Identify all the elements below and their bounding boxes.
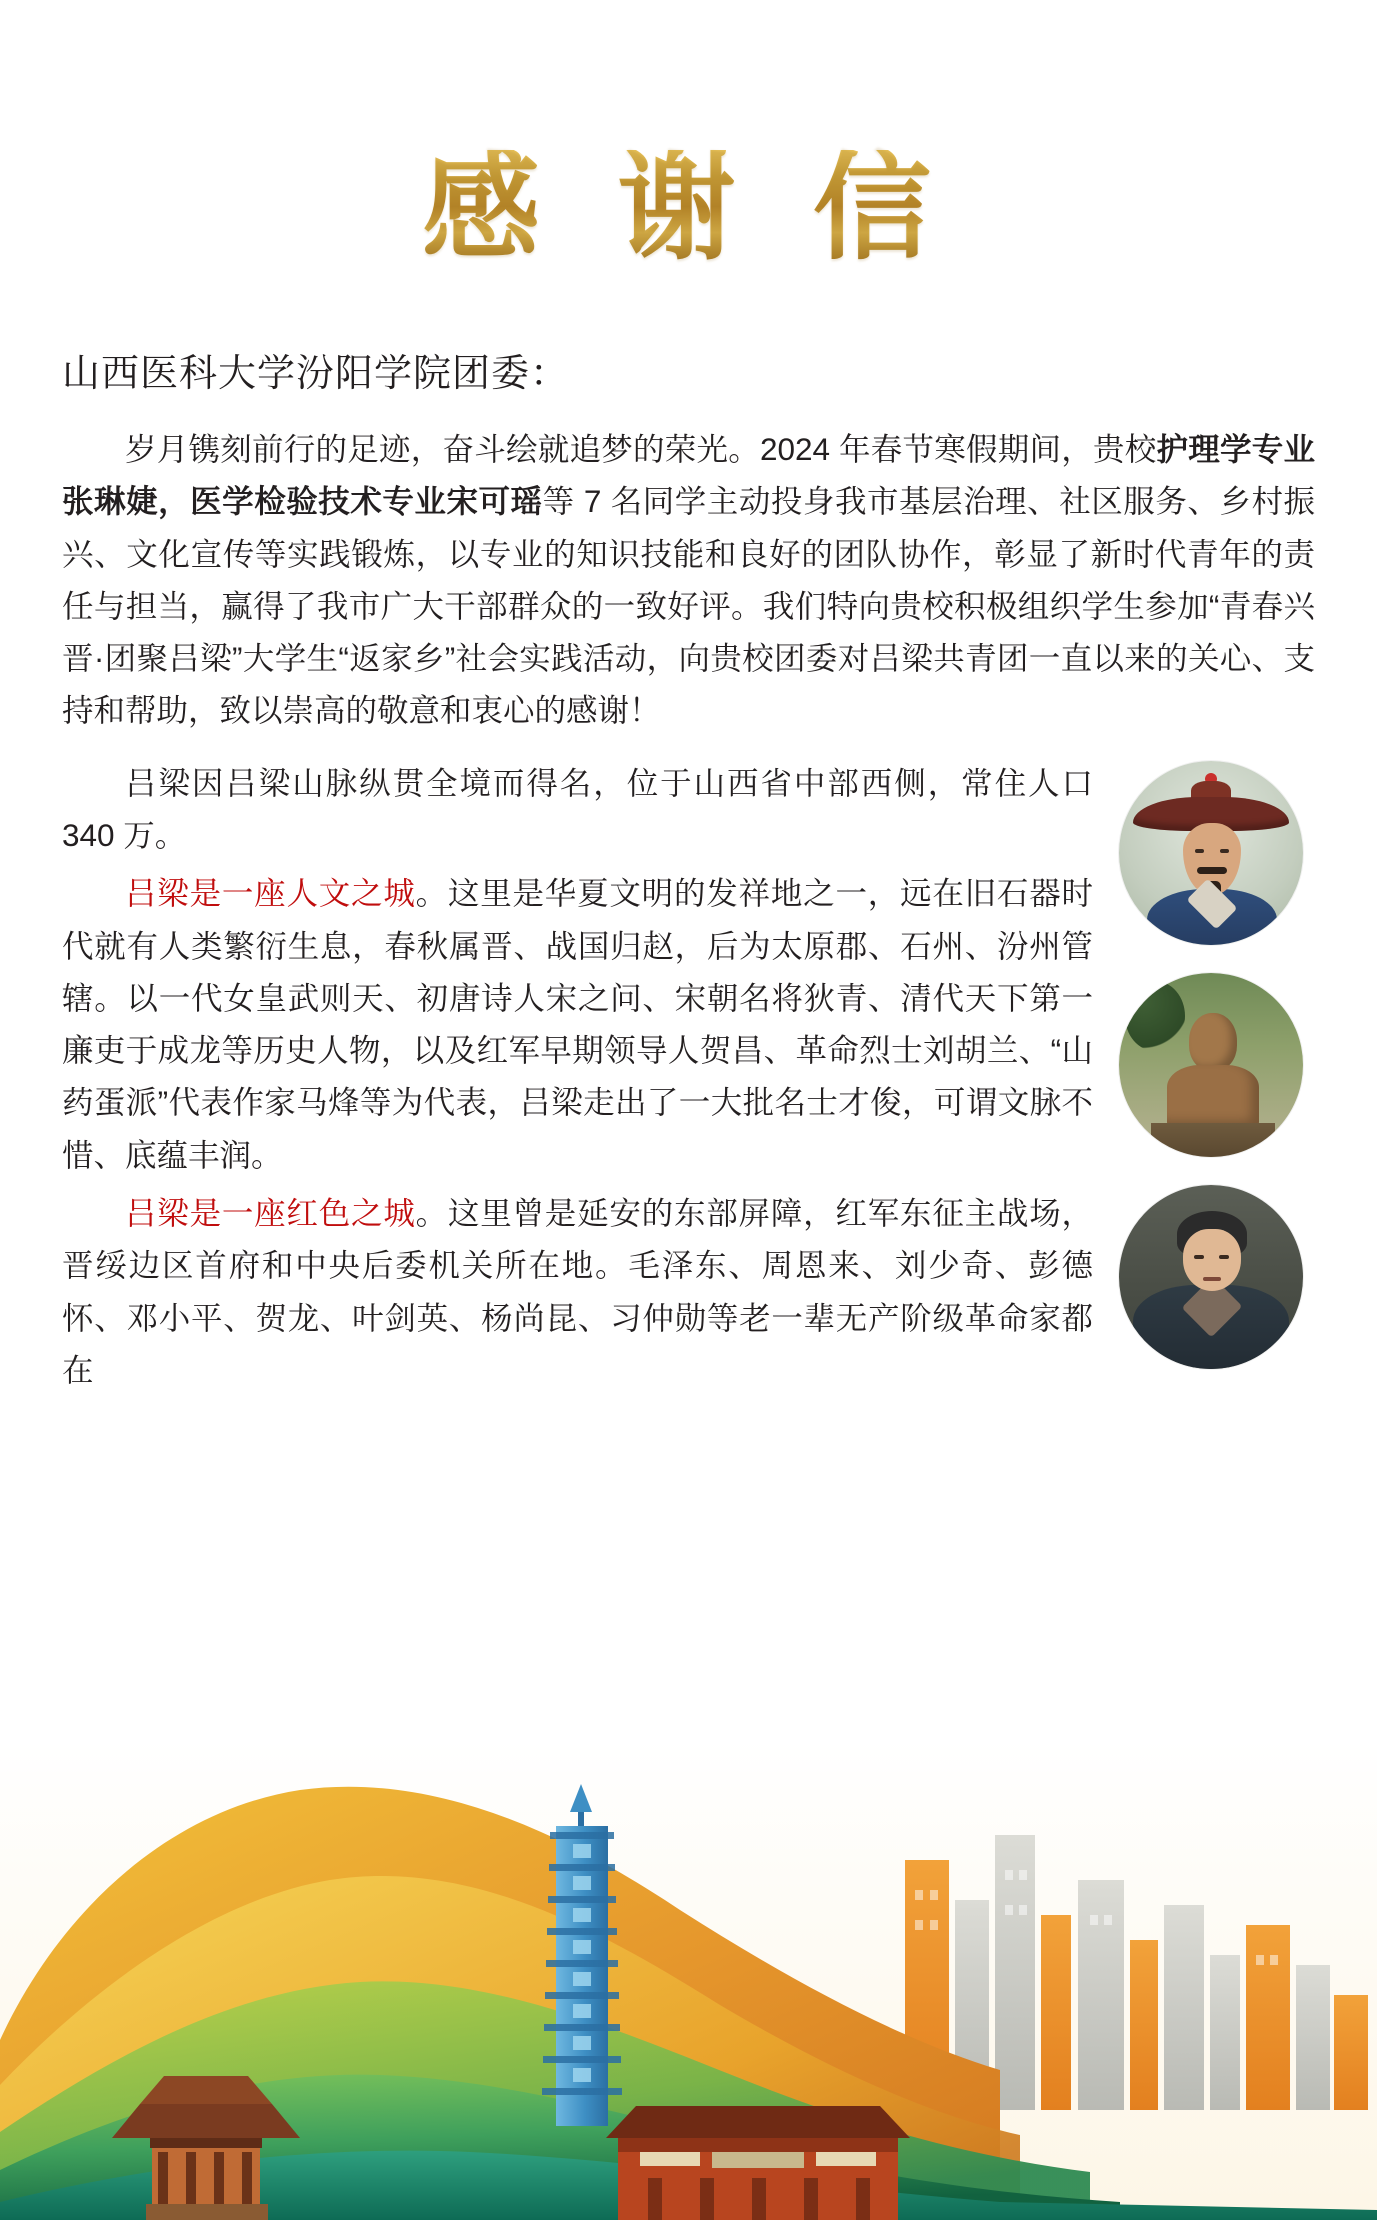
mouth-icon [1203,1277,1221,1281]
left-eye-icon [1195,849,1204,853]
title-block [0,143,1377,274]
paragraph-culture-rest: 。这里是华夏文明的发祥地之一，远在旧石器时代就有人类繁衍生息，春秋属晋、战国归赵，后为太原郡、石州、汾州管辖。以一代女皇武则天、初唐诗人宋之问、宋朝名将狄青、清代天下第一廉吏于成龙等历史人物，以及红军早期领导人贺昌、革命烈士刘胡兰、“山药蛋派”代表作家马烽等为代表，吕梁走出了一大批名士才俊，可谓文脉不惜、底蕴丰润。 [62,875,1093,1173]
foliage-icon [1125,981,1185,1051]
bust-plinth-shape [1151,1123,1275,1157]
paragraph-gratitude-part1: 岁月镌刻前行的足迹，奋斗绘就追梦的荣光。2024 年春节寒假期间，贵校 [125,431,1157,467]
highlight-culture-city: 吕梁是一座人文之城 [125,875,416,912]
paragraph-gratitude [62,423,1315,737]
bronze-bust-portrait [1119,973,1303,1157]
paragraph-geography: 吕梁因吕梁山脉纵贯全境而得名，位于山西省中部西侧，常住人口 340 万。 [62,764,1093,853]
bust-head-shape [1189,1013,1237,1071]
left-eye-icon [1194,1255,1204,1259]
paragraph-red-rest: 。这里曾是延安的东部屏障，红军东征主战场，晋绥边区首府和中央后委机关所在地。毛泽东、周恩来、刘少奇、彭德怀、邓小平、贺龙、叶剑英、杨尚昆、习仲勋等老一辈无产阶级革命家都在 [62,1194,1093,1388]
right-eye-icon [1220,849,1229,853]
modern-writer-portrait [1119,1185,1303,1369]
moustache-icon [1197,867,1227,874]
student-names-bold: 护理学专业张琳婕，医学检验技术专业宋可瑶 [62,431,1315,520]
right-eye-icon [1219,1255,1229,1259]
face-shape [1183,1229,1241,1291]
portrait-column [1119,761,1315,1397]
bust-body-shape [1167,1065,1259,1127]
paragraph-gratitude-part2: 等 7 名同学主动投身我市基层治理、社区服务、乡村振兴、文化宣传等实践锻炼，以专业的知识技能和良好的团队协作，彰显了新时代青年的责任与担当，赢得了我市广大干部群众的一致好评。我们特向贵校积极组织学生参加“青春兴晋·团聚吕梁”大学生“返家乡”社会实践活动，向贵校团委对吕梁共青团一直以来的关心、支持和帮助，致以崇高的敬意和衷心的感谢！ [62,483,1315,729]
salutation: 山西医科大学汾阳学院团委： [62,353,570,395]
lvliang-landmark-illustration [0,1740,1377,2220]
letter-body [62,342,1315,1402]
temple-hall [606,2106,910,2220]
ancient-official-portrait [1119,761,1303,945]
highlight-red-city: 吕梁是一座红色之城 [125,1194,416,1231]
page-title: 感 谢 信 [421,143,955,274]
